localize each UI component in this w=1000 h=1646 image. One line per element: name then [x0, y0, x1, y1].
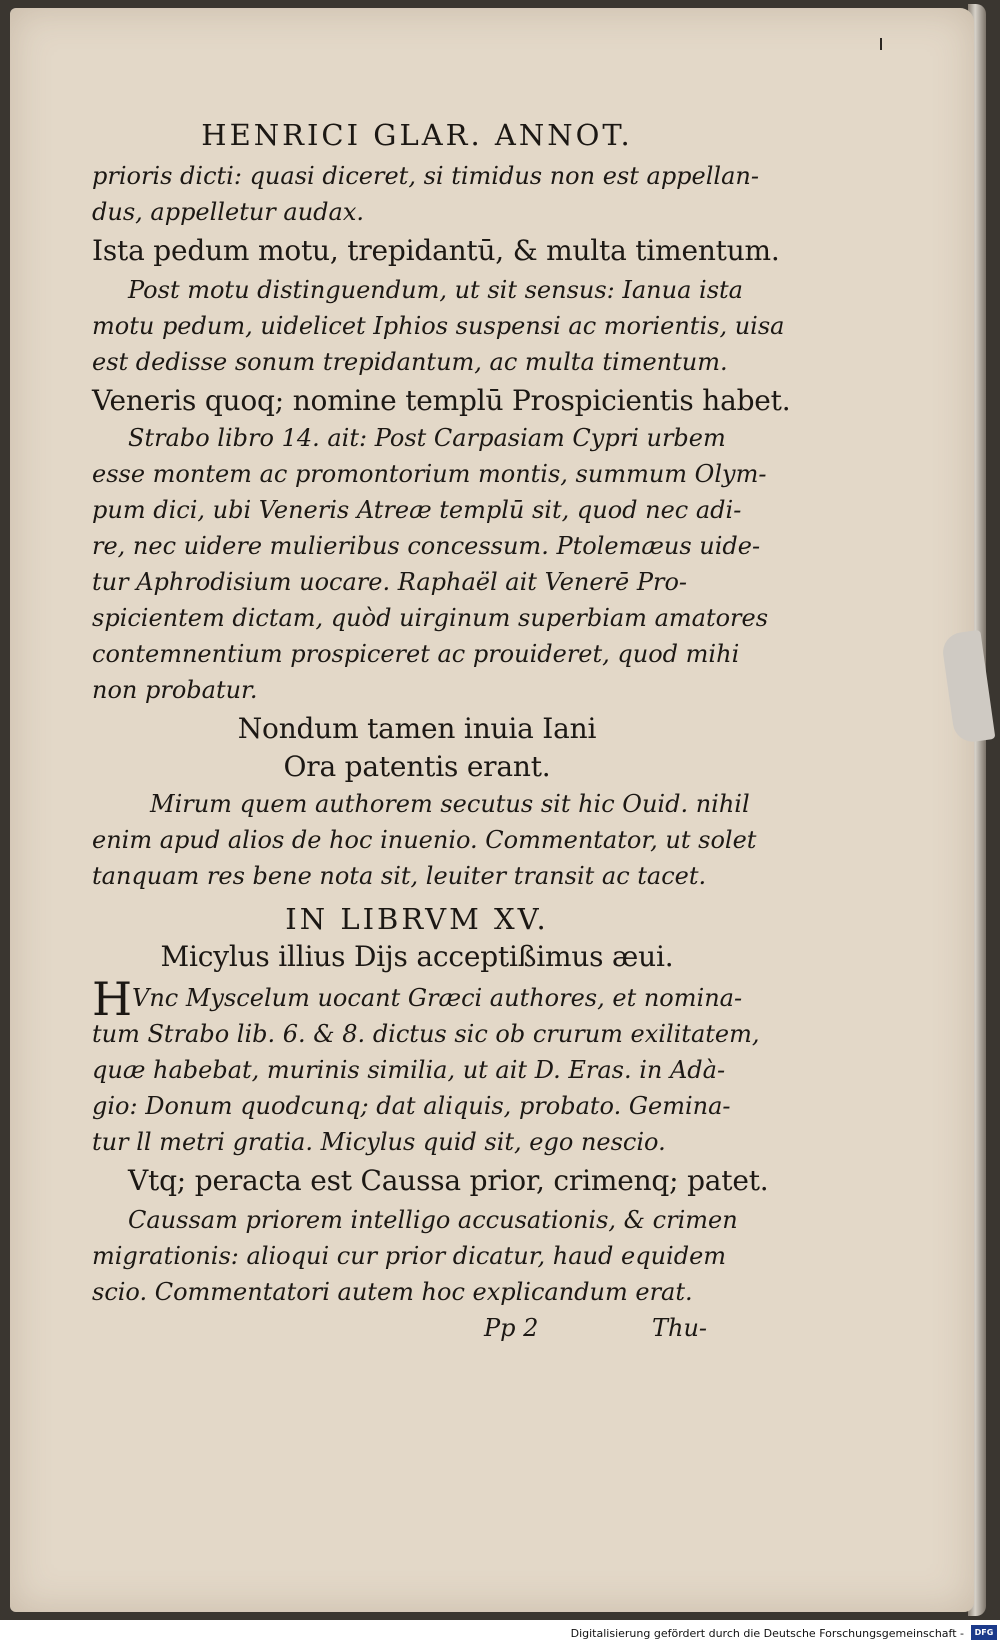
verse-lemma: Ista pedum motu, trepidantū, & multa timentum. [92, 234, 780, 267]
commentary-line: Post motu distinguendum, ut sit sensus: Ianua ista [128, 276, 743, 304]
commentary-line: Mirum quem authorem secutus sit hic Ouid. nihil [150, 790, 750, 818]
commentary-line: contemnentium prospiceret ac prouideret, quod mihi [92, 640, 740, 668]
running-head: HENRICI GLAR. ANNOT. [201, 118, 633, 152]
commentary-line: scio. Commentatori autem hoc explicandum erat. [92, 1278, 693, 1306]
commentary-line: Caussam priorem intelligo accusationis, & crimen [128, 1206, 738, 1234]
book-heading: IN LIBRVM XV. [285, 902, 549, 936]
verse-lemma: Vtq; peracta est Caussa prior, crimenq; patet. [128, 1164, 769, 1197]
commentary-line: non probatur. [92, 676, 258, 704]
verse-lemma: Micylus illius Dijs acceptißimus æui. [160, 940, 674, 973]
verse-lemma: Nondum tamen inuia Iani [237, 712, 597, 745]
commentary-line: gio: Donum quodcunq; dat aliquis, probato. Gemina- [92, 1092, 731, 1120]
verse-lemma: Ora patentis erant. [283, 750, 551, 783]
commentary-line: Strabo libro 14. ait: Post Carpasiam Cypri urbem [128, 424, 726, 452]
dfg-logo: DFG [971, 1625, 997, 1640]
page-mark [880, 38, 882, 50]
commentary-line: tanquam res bene nota sit, leuiter transit ac tacet. [92, 862, 707, 890]
commentary-line: est dedisse sonum trepidantum, ac multa timentum. [92, 348, 728, 376]
catchword: Thu- [652, 1314, 708, 1342]
commentary-line: migrationis: alioqui cur prior dicatur, haud equidem [92, 1242, 727, 1270]
verse-lemma: Veneris quoq; nomine templū Prospicientis habet. [92, 384, 791, 417]
commentary-line: spicientem dictam, quòd uirginum superbiam amatores [92, 604, 769, 632]
commentary-line: esse montem ac promontorium montis, summum Olym- [92, 460, 767, 488]
commentary-line: dus, appelletur audax. [92, 198, 364, 226]
commentary-line: motu pedum, uidelicet Iphios suspensi ac morientis, uisa [92, 312, 785, 340]
commentary-line: prioris dicti: quasi diceret, si timidus non est appellan- [92, 162, 759, 190]
commentary-line: Vnc Myscelum uocant Græci authores, et nomina- [132, 984, 743, 1012]
commentary-line: quæ habebat, murinis similia, ut ait D. Eras. in Adà- [92, 1056, 726, 1084]
signature-mark: Pp 2 [484, 1314, 539, 1342]
commentary-line: tum Strabo lib. 6. & 8. dictus sic ob crurum exilitatem, [92, 1020, 760, 1048]
commentary-line: enim apud alios de hoc inuenio. Commentator, ut solet [92, 826, 757, 854]
drop-cap: H [92, 972, 133, 1026]
funding-credit: Digitalisierung gefördert durch die Deutsche Forschungsgemeinschaft - [570, 1627, 964, 1640]
commentary-line: tur Aphrodisium uocare. Raphaël ait Venerē Pro- [92, 568, 688, 596]
commentary-line: re, nec uidere mulieribus concessum. Ptolemæus uide- [92, 532, 761, 560]
commentary-line: tur ll metri gratia. Micylus quid sit, ego nescio. [92, 1128, 666, 1156]
commentary-line: pum dici, ubi Veneris Atreæ templū sit, quod nec adi- [92, 496, 742, 524]
